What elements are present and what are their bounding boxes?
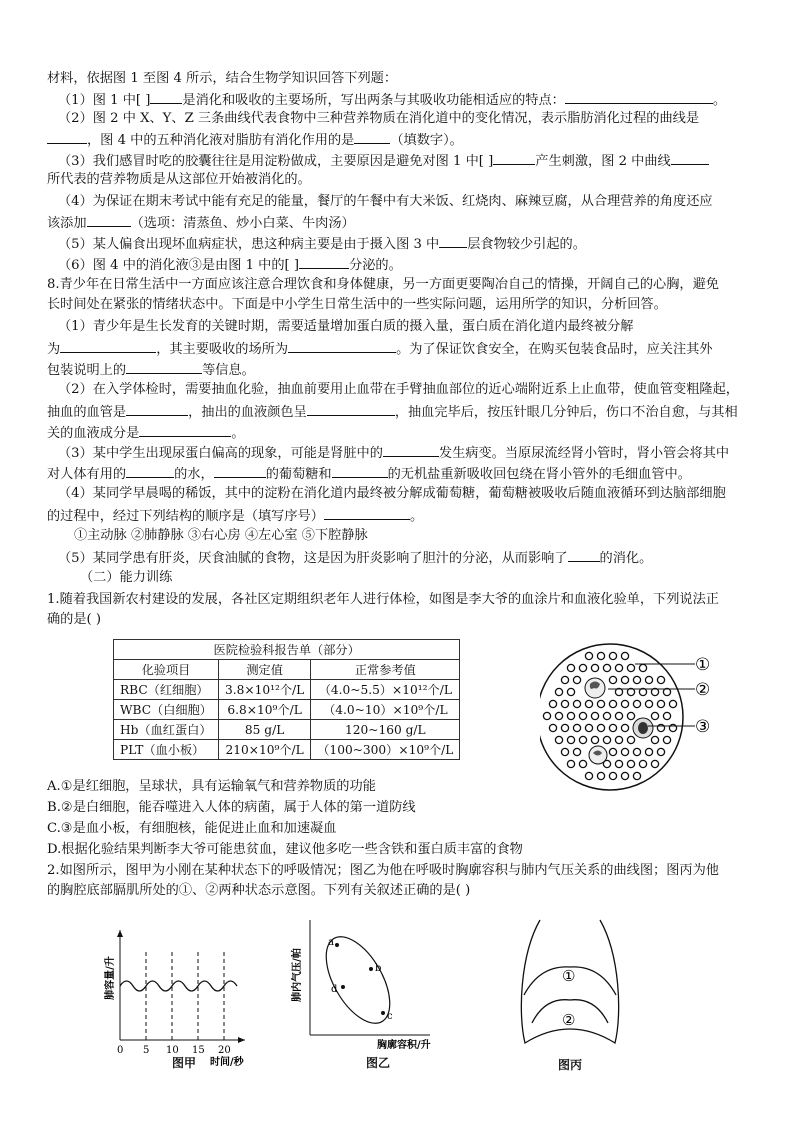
red-blood-cell bbox=[573, 748, 580, 755]
blood-smear-figure bbox=[540, 642, 740, 792]
red-blood-cell bbox=[603, 664, 610, 671]
red-blood-cell bbox=[591, 736, 598, 743]
red-blood-cell bbox=[573, 676, 580, 683]
red-blood-cell bbox=[579, 712, 586, 719]
red-blood-cell bbox=[567, 760, 574, 767]
tick-15: 15 bbox=[192, 1045, 205, 1056]
table-row bbox=[114, 740, 460, 760]
red-blood-cell bbox=[621, 652, 628, 659]
red-blood-cell bbox=[567, 688, 574, 695]
q7-part4: （4）为保证在期末考试中能有充足的能量，餐厅的午餐中有大米饭、红烧肉、麻辣豆腐，从合理营养的角度还应 bbox=[58, 194, 713, 209]
mc1-option-a[interactable]: A.①是红细胞，呈球状，具有运输氧气和营养物质的功能 bbox=[47, 779, 376, 794]
table-row bbox=[114, 700, 460, 720]
table-cell: 210×10⁹个/L bbox=[218, 740, 310, 760]
point-c bbox=[381, 1011, 385, 1015]
red-blood-cell bbox=[639, 760, 646, 767]
q8-part3: （3）某中学生出现尿蛋白偏高的现象，可能是肾脏中的 发生病变。当原尿流经肾小管时，肾小管会将其中 bbox=[58, 443, 750, 463]
table-cell: （100~300）×10⁹个/L bbox=[311, 740, 460, 760]
mc1-stem-2: 确的是( ) bbox=[47, 612, 102, 627]
red-blood-cell bbox=[543, 712, 550, 719]
red-blood-cell bbox=[609, 676, 616, 683]
x-label: 胸廓容积/升 bbox=[377, 1040, 431, 1050]
caption-figure-b: 图乙 bbox=[366, 1056, 391, 1070]
table-row bbox=[114, 680, 460, 700]
q8-part3b: 对人体有用的 的水， 的葡萄糖和 的无机盐重新吸收回包绕在肾小管外的毛细血管中。 bbox=[47, 464, 750, 484]
red-blood-cell bbox=[567, 664, 574, 671]
q8-part1b: 为 ，其主要吸收的场所为 。为了保证饮食安全，在购买包装食品时，应关注其外 bbox=[47, 339, 750, 359]
red-blood-cell bbox=[573, 724, 580, 731]
red-blood-cell bbox=[627, 664, 634, 671]
table-cell: 120~160 g/L bbox=[311, 720, 460, 740]
red-blood-cell bbox=[591, 712, 598, 719]
q8-part4b: 的过程中，经过下列结构的顺序是（填写序号） 。 bbox=[47, 506, 750, 526]
q7-part2b: ，图 4 中的五种消化液对脂肪有消化作用的是 （填数字）。 bbox=[47, 130, 750, 150]
q8-stem-2: 长时间处在紧张的情绪状态中。下面是中小学生日常生活中的一些实际问题，运用所学的知识，分析回答。 bbox=[47, 297, 667, 312]
red-blood-cell bbox=[597, 724, 604, 731]
q7-part3: （3）我们感冒时吃的胶囊往往是用淀粉做成，主要原因是避免对图 1 中[ ] 产生刺激，图 2 中曲线 bbox=[58, 151, 750, 171]
q7-part5: （5）某人偏食出现坏血病症状，患这种病主要是由于摄入图 3 中 层食物较少引起的。 bbox=[58, 234, 750, 254]
red-blood-cell bbox=[561, 700, 568, 707]
red-blood-cell bbox=[561, 676, 568, 683]
mc2-stem-1: 2.如图所示，图甲为小刚在某种状态下的呼吸情况；图乙为他在呼吸时胸廓容积与肺内气压关系的曲线图；图丙为他 bbox=[47, 863, 719, 878]
red-blood-cell bbox=[645, 700, 652, 707]
red-blood-cell bbox=[621, 676, 628, 683]
lab-report-table bbox=[113, 639, 460, 760]
red-blood-cell bbox=[645, 676, 652, 683]
red-blood-cell bbox=[585, 700, 592, 707]
red-blood-cell bbox=[645, 748, 652, 755]
table-cell: （4.0~10）×10⁹个/L bbox=[311, 700, 460, 720]
label-1: ① bbox=[695, 655, 711, 675]
red-blood-cell bbox=[585, 652, 592, 659]
q8-part4-options: ①主动脉 ②肺静脉 ③右心房 ④左心室 ⑤下腔静脉 bbox=[74, 528, 368, 543]
q8-part5: （5）某同学患有肝炎，厌食油腻的食物，这是因为肝炎影响了胆汁的分泌，从而影响了 的消化。 bbox=[58, 548, 750, 568]
tick-20: 20 bbox=[218, 1045, 231, 1056]
red-blood-cell bbox=[663, 736, 670, 743]
q7-part2: （2）图 2 中 X、Y、Z 三条曲线代表食物中三种营养物质在消化道中的变化情况，表示脂肪消化过程的曲线是 bbox=[58, 111, 700, 126]
red-blood-cell bbox=[657, 676, 664, 683]
red-blood-cell bbox=[579, 760, 586, 767]
red-blood-cell bbox=[627, 712, 634, 719]
red-blood-cell bbox=[549, 724, 556, 731]
caption-figure-a: 图甲 bbox=[172, 1056, 197, 1070]
mc1-option-d[interactable]: D.根据化验结果判断李大爷可能患贫血，建议他多吃一些含铁和蛋白质丰富的食物 bbox=[47, 842, 523, 857]
label-a: a bbox=[328, 937, 334, 948]
red-blood-cell bbox=[597, 700, 604, 707]
red-blood-cell bbox=[615, 712, 622, 719]
q7-intro: 材料，依据图 1 至图 4 所示，结合生物学知识回答下列题： bbox=[47, 71, 398, 86]
figure-a bbox=[100, 920, 250, 1070]
point-a bbox=[335, 943, 339, 947]
breathing-curve bbox=[120, 981, 237, 991]
red-blood-cell bbox=[669, 700, 676, 707]
red-blood-cell bbox=[669, 724, 676, 731]
table-cell: 85 g/L bbox=[218, 720, 310, 740]
tick-5: 5 bbox=[143, 1045, 150, 1056]
white-blood-cell-c bbox=[589, 746, 607, 764]
y-arrow bbox=[117, 930, 123, 937]
red-blood-cell bbox=[555, 688, 562, 695]
table-cell: WBC（白细胞） bbox=[114, 700, 219, 720]
table-header: 测定值 bbox=[218, 660, 310, 680]
red-blood-cell bbox=[615, 664, 622, 671]
q7-part3b: 所代表的营养物质是从这部位开始被消化的。 bbox=[47, 172, 311, 187]
red-blood-cell bbox=[651, 712, 658, 719]
red-blood-cell bbox=[561, 748, 568, 755]
red-blood-cell bbox=[657, 724, 664, 731]
red-blood-cell bbox=[585, 724, 592, 731]
red-blood-cell bbox=[615, 736, 622, 743]
dashed-lines bbox=[146, 950, 224, 1040]
table-cell: 6.8×10⁹个/L bbox=[218, 700, 310, 720]
mc2-stem-2: 的胸腔底部膈肌所处的①、②两种状态示意图。下列有关叙述正确的是( ) bbox=[47, 883, 471, 898]
table-cell: RBC（红细胞） bbox=[114, 680, 219, 700]
caption-figure-c: 图丙 bbox=[558, 1058, 583, 1072]
section-heading: （二）能力训练 bbox=[80, 570, 173, 585]
figure-c bbox=[510, 915, 630, 1055]
x-label: 时间/秒 bbox=[210, 1057, 244, 1068]
y-label: 肺容量/升 bbox=[105, 956, 116, 1000]
red-blood-cell bbox=[591, 664, 598, 671]
label-1: ① bbox=[562, 967, 576, 985]
red-blood-cell bbox=[633, 676, 640, 683]
red-blood-cell bbox=[609, 748, 616, 755]
tick-0: 0 bbox=[117, 1045, 124, 1056]
lab-report-title: 医院检验科报告单（部分） bbox=[114, 640, 460, 660]
label-2: ② bbox=[562, 1011, 576, 1029]
q8-part1c: 包装说明上的 等信息。 bbox=[47, 360, 750, 380]
red-blood-cell bbox=[657, 700, 664, 707]
red-blood-cell bbox=[561, 724, 568, 731]
label-2: ② bbox=[695, 680, 711, 700]
q8-part2c: 关的血液成分是 。 bbox=[47, 423, 750, 443]
red-blood-cell bbox=[615, 760, 622, 767]
red-blood-cell bbox=[609, 700, 616, 707]
label-d: d bbox=[331, 984, 338, 995]
red-blood-cell bbox=[627, 760, 634, 767]
q8-stem-1: 8.青少年在日常生活中一方面应该注意合理饮食和身体健康，另一方面更要陶冶自己的情操，开阔自己的心胸，避免 bbox=[47, 277, 719, 292]
q8-part4: （4）某同学早晨喝的稀饭，其中的淀粉在消化道内最终被分解成葡萄糖，葡萄糖被吸收后随血液循环到达脑部细胞 bbox=[58, 486, 726, 501]
q8-part1: （1）青少年是生长发育的关键时期，需要适量增加蛋白质的摄入量，蛋白质在消化道内最终被分解 bbox=[58, 319, 634, 334]
red-blood-cell bbox=[603, 712, 610, 719]
red-blood-cell bbox=[621, 700, 628, 707]
table-cell: PLT（血小板） bbox=[114, 740, 219, 760]
table-header: 化验项目 bbox=[114, 660, 219, 680]
label-c: c bbox=[387, 1011, 393, 1022]
table-row bbox=[114, 720, 460, 740]
mc1-option-b[interactable]: B.②是白细胞，能吞噬进入人体的病菌，属于人体的第一道防线 bbox=[47, 800, 416, 815]
red-blood-cell bbox=[621, 724, 628, 731]
red-blood-cell bbox=[579, 664, 586, 671]
red-blood-cell bbox=[633, 748, 640, 755]
red-blood-cell bbox=[651, 760, 658, 767]
red-blood-cell bbox=[657, 748, 664, 755]
white-blood-cell-b bbox=[633, 718, 653, 738]
red-blood-cell bbox=[621, 748, 628, 755]
mc1-option-c[interactable]: C.③是血小板，有细胞核，能促进止血和加速凝血 bbox=[47, 821, 337, 836]
red-blood-cell bbox=[555, 736, 562, 743]
red-blood-cell bbox=[597, 652, 604, 659]
red-blood-cell bbox=[549, 700, 556, 707]
table-cell: Hb（血红蛋白） bbox=[114, 720, 219, 740]
red-blood-cell bbox=[567, 736, 574, 743]
red-blood-cell bbox=[651, 736, 658, 743]
figure-b bbox=[285, 915, 435, 1050]
point-b bbox=[369, 967, 373, 971]
table-cell: （4.0~5.5）×10¹²个/L bbox=[311, 680, 460, 700]
red-blood-cell bbox=[663, 712, 670, 719]
tick-10: 10 bbox=[166, 1045, 179, 1056]
red-blood-cell bbox=[573, 700, 580, 707]
red-blood-cell bbox=[567, 712, 574, 719]
x-arrow bbox=[238, 1037, 245, 1043]
q7-part6: （6）图 4 中的消化液③是由图 1 中的[ ] 分泌的。 bbox=[58, 255, 750, 275]
label-3: ③ bbox=[695, 717, 711, 737]
q8-part2: （2）在入学体检时，需要抽血化验，抽血前要用止血带在手臂抽血部位的近心端附近系上止血带，使血管变粗隆起， bbox=[58, 382, 739, 397]
red-blood-cell bbox=[609, 724, 616, 731]
red-blood-cell bbox=[603, 736, 610, 743]
red-blood-cell bbox=[579, 736, 586, 743]
red-blood-cell bbox=[633, 700, 640, 707]
red-blood-cell bbox=[639, 664, 646, 671]
q8-part2b: 抽血的血管是 ，抽出的血液颜色呈 ，抽血完毕后，按压针眼几分钟后，伤口不治自愈，与其相 bbox=[47, 402, 750, 422]
red-blood-cell bbox=[555, 712, 562, 719]
table-header: 正常参考值 bbox=[311, 660, 460, 680]
red-blood-cell bbox=[627, 736, 634, 743]
white-blood-cell-a bbox=[585, 678, 605, 698]
mc1-stem-1: 1.随着我国新农村建设的发展，各社区定期组织老年人进行体检，如图是李大爷的血涂片和血液化验单，下列说法正 bbox=[47, 592, 719, 607]
y-label: 肺内气压/帕 bbox=[292, 948, 303, 1002]
q7-part4b: 该添加 （选项：清蒸鱼、炒小白菜、牛肉汤） bbox=[47, 213, 750, 233]
red-blood-cell bbox=[609, 652, 616, 659]
table-cell: 3.8×10¹²个/L bbox=[218, 680, 310, 700]
label-b: b bbox=[375, 963, 382, 974]
q7-part1: （1）图 1 中[ ] 是消化和吸收的主要场所，写出两条与其吸收功能相适应的特点： 。 bbox=[58, 90, 750, 110]
point-d bbox=[341, 985, 345, 989]
